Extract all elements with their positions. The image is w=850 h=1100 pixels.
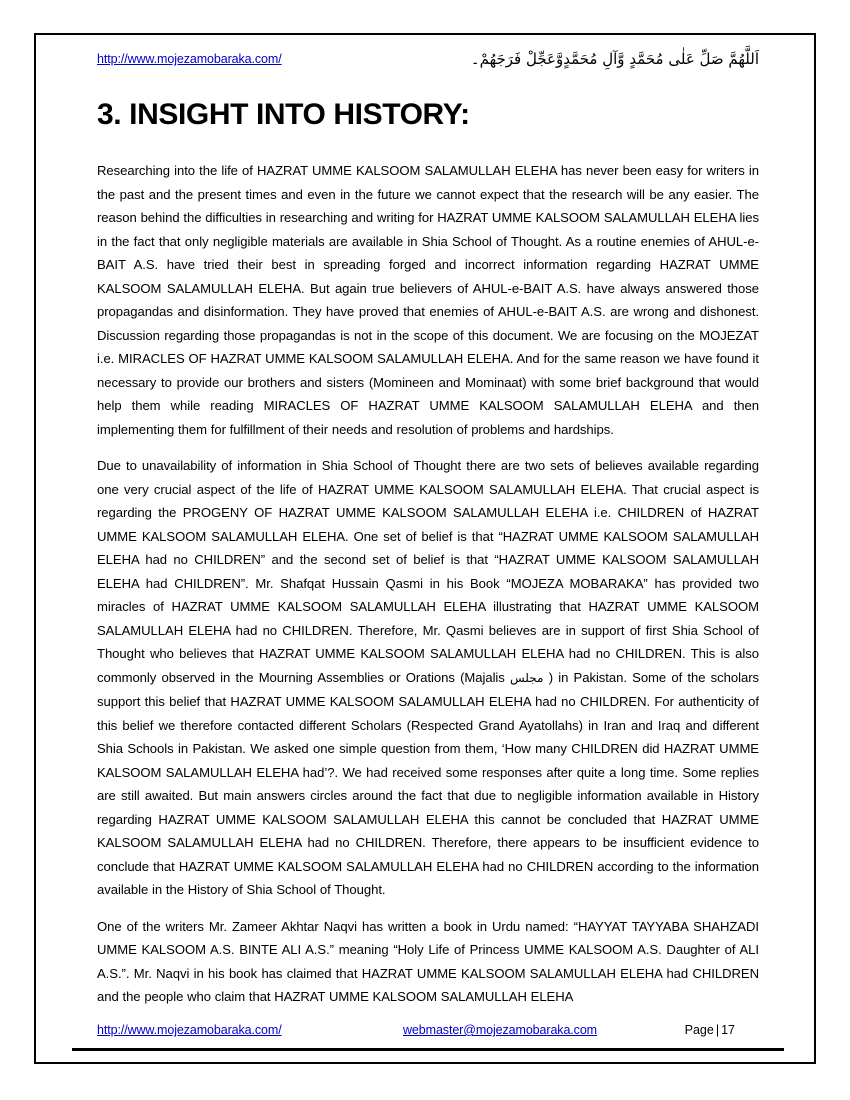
document-body	[97, 159, 759, 1009]
paragraph-3: One of the writers Mr. Zameer Akhtar Naqvi has written a book in Urdu named: “HAYYAT TAYYABA SHAHZADI UMME KALSOOM A.S. BINTE ALI A.S.” meaning “Holy Life of Princess UMME KALSOOM A.S. Daughter of ALI A.S.”. Mr. Naqvi in his book has claimed that HAZRAT UMME KALSOOM SALAMULLAH ELEHA had CHILDREN and the people who claim that HAZRAT UMME KALSOOM SALAMULLAH ELEHA	[97, 918, 759, 1004]
header-arabic-salawat: اَللَّهُمَّ صَلِّ عَلٰى مُحَمَّدٍ وَّآلِ مُحَمَّدٍوَّعَجِّلْ فَرَجَهُمْ۔	[470, 50, 759, 68]
page-header	[97, 48, 759, 71]
page-title: 3. INSIGHT INTO HISTORY:	[97, 98, 470, 131]
footer-email-link[interactable]: webmaster@mojezamobaraka.com	[403, 1023, 597, 1037]
page-footer	[97, 1023, 759, 1051]
page-number-indicator	[685, 1023, 735, 1037]
paragraph-2-part-1: Due to unavailability of information in Shia School of Thought there are two sets of believes available regarding one very crucial aspect of the life of HAZRAT UMME KALSOOM SALAMULLAH ELEHA. That crucial aspect is regarding the PROGENY OF HAZRAT UMME KALSOOM SALAMULLAH ELEHA i.e. CHILDREN of HAZRAT UMME KALSOOM SALAMULLAH ELEHA. One set of belief is that “HAZRAT UMME KALSOOM SALAMULLAH ELEHA had no CHILDREN” and the second set of belief is that “HAZRAT UMME KALSOOM SALAMULLAH ELEHA had CHILDREN”. Mr. Shafqat Hussain Qasmi in his Book “MOJEZA MOBARAKA” has provided two miracles of HAZRAT UMME KALSOOM SALAMULLAH ELEHA illustrating that HAZRAT UMME KALSOOM SALAMULLAH ELEHA had no CHILDREN. Therefore, Mr. Qasmi believes are in support of first Shia School of Thought who believes that HAZRAT UMME KALSOOM SALAMULLAH ELEHA had no CHILDREN. This is also commonly observed in the Mourning Assemblies or Orations (Majalis	[97, 458, 759, 685]
paragraph-2-part-2: ) in Pakistan. Some of the scholars support this belief that HAZRAT UMME KALSOOM SALAMULLAH ELEHA had no CHILDREN. For authenticity of this belief we therefore contacted different Scholars (Respected Grand Ayatollahs) in Iran and Iraq and different Shia Schools in Pakistan. We asked one simple question from them, ‘How many CHILDREN did HAZRAT UMME KALSOOM SALAMULLAH ELEHA had’?. We had received some responses after quite a long time. Some replies are still awaited. But main answers circles around the fact that due to negligible information available in History regarding HAZRAT UMME KALSOOM SALAMULLAH ELEHA this cannot be concluded that HAZRAT UMME KALSOOM SALAMULLAH ELEHA had no CHILDREN. Therefore, there appears to be insufficient evidence to conclude that HAZRAT UMME KALSOOM SALAMULLAH ELEHA had no CHILDREN according to the information available in the History of Shia School of Thought.	[97, 669, 760, 897]
page-inner	[36, 35, 814, 1062]
header-site-link[interactable]: http://www.mojezamobaraka.com/	[97, 52, 282, 67]
footer-row	[97, 1023, 759, 1045]
paragraph-2-arabic-term: مجلس	[510, 670, 544, 685]
page-number-label: Page	[684, 1023, 714, 1037]
footer-site-link[interactable]: http://www.mojezamobaraka.com/	[97, 1023, 282, 1037]
paragraph-1: Researching into the life of HAZRAT UMME KALSOOM SALAMULLAH ELEHA has never been easy for writers in the past and the present times and even in the future we cannot expect that the research will be any easier. The reason behind the difficulties in researching and writing for HAZRAT UMME KALSOOM SALAMULLAH ELEHA lies in the fact that only negligible materials are available in Shia School of Thought. As a routine enemies of AHUL-e-BAIT A.S. have tried their best in spreading forged and incorrect information regarding HAZRAT UMME KALSOOM SALAMULLAH ELEHA. But again true believers of AHUL-e-BAIT A.S. have always answered those propagandas and disinformation. They have proved that enemies of AHUL-e-BAIT A.S. are wrong and dishonest. Discussion regarding those propagandas is not in the scope of this document. We are focusing on the MOJEZAT i.e. MIRACLES OF HAZRAT UMME KALSOOM SALAMULLAH ELEHA. And for the same reason we have found it necessary to provide our brothers and sisters (Momineen and Mominaat) with some brief background that would help them while reading MIRACLES OF HAZRAT UMME KALSOOM SALAMULLAH ELEHA and then implementing them for fulfillment of their needs and resolution of problems and hardships.	[97, 163, 759, 437]
footer-divider	[72, 1048, 784, 1051]
page-number-separator: |	[715, 1023, 720, 1037]
paragraph-2	[97, 454, 759, 902]
document-page	[34, 33, 816, 1064]
page-number-value: 17	[721, 1023, 735, 1037]
